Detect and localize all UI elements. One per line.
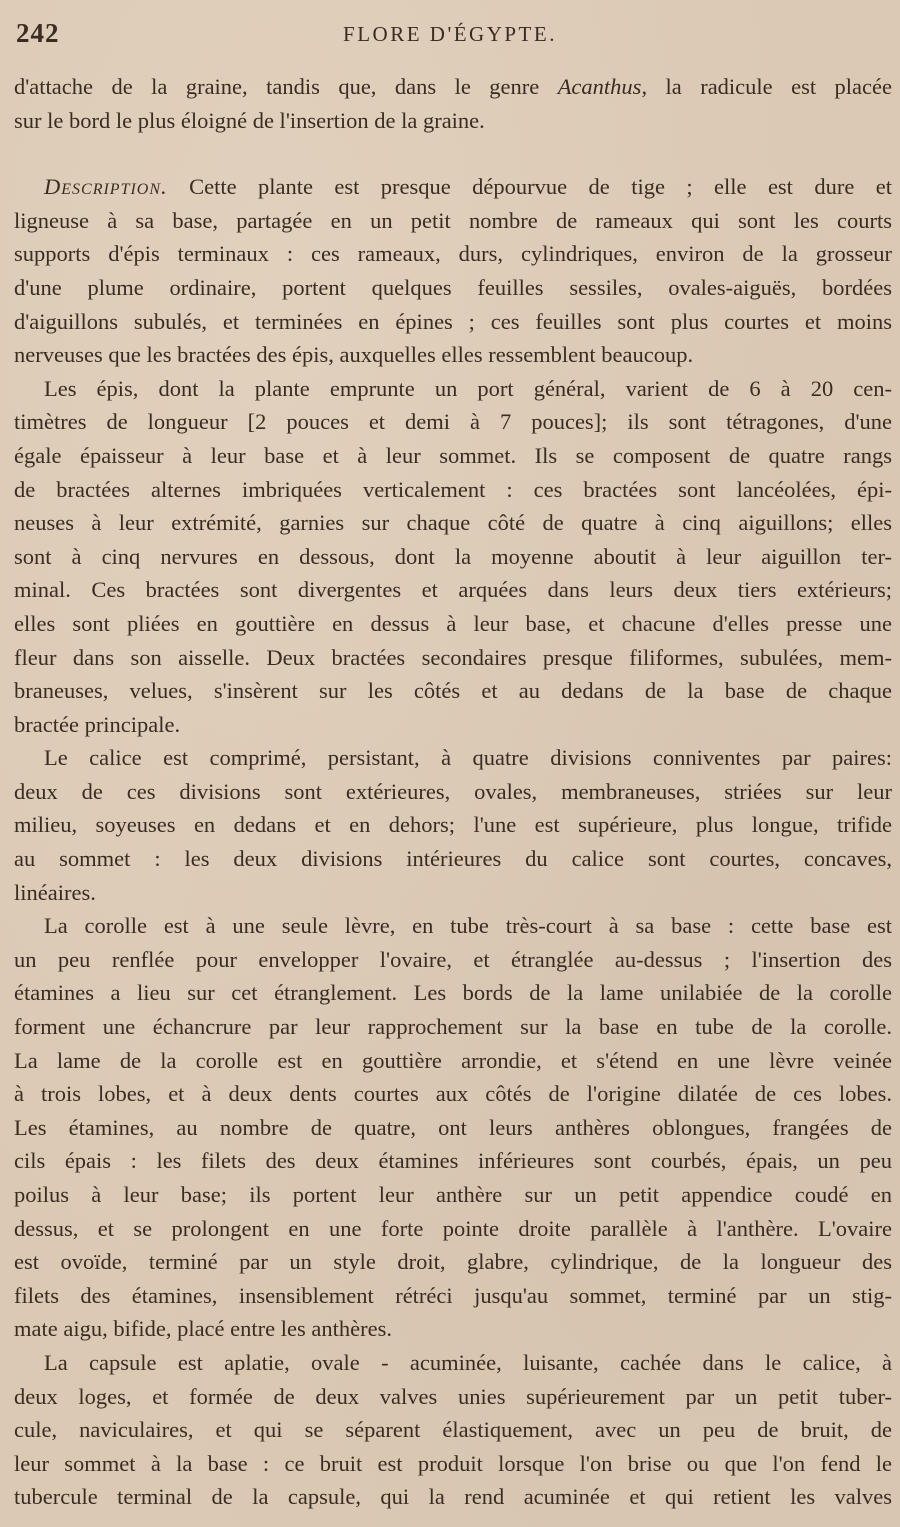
page-header [14,18,886,52]
text-line: sont à cinq nervures en dessous, dont la moyenne aboutit à leur aiguillon ter- [14,543,892,569]
paragraph-calice [14,741,892,909]
text-line: à trois lobes, et à deux dents courtes aux côtés de l'origine dilatée de ces lobes. [14,1081,892,1107]
text-line: Les étamines, au nombre de quatre, ont leurs anthères oblongues, frangées de [14,1114,892,1140]
text-line: cils épais : les filets des deux étamines inférieures sont courbés, épais, un peu [14,1148,892,1174]
text-line: cule, naviculaires, et qui se séparent élastiquement, avec un peu de bruit, de [14,1417,892,1443]
text-line: étamines a lieu sur cet étranglement. Les bords de la lame unilabiée de la corolle [14,980,892,1006]
text-line: d'aiguillons subulés, et terminées en épines ; ces feuilles sont plus courtes et moins [14,308,892,334]
text-line: bractée principale. [14,711,181,737]
running-title: FLORE D'ÉGYPTE. [343,22,557,46]
text-line: milieu, soyeuses en dedans et en dehors; l'une est supérieure, plus longue, trifide [14,812,892,838]
text-line: deux de ces divisions sont extérieures, ovales, membraneuses, striées sur leur [14,778,892,804]
text-line: supports d'épis terminaux : ces rameaux, durs, cylindriques, environ de la grosseur [14,241,892,267]
paragraph-capsule [14,1346,892,1514]
paragraph-description [14,170,892,372]
text-line: La corolle est à une seule lèvre, en tube très-court à sa base : cette base est [44,913,892,939]
text-line: égale épaisseur à leur base et à leur sommet. Ils se composent de quatre rangs [14,442,892,468]
body-text [14,70,892,1514]
text-line: au sommet : les deux divisions intérieures du calice sont courtes, concaves, [14,846,892,872]
text-line: poilus à leur base; ils portent leur anthère sur un petit appendice coudé en [14,1182,892,1207]
text-line: ligneuse à sa base, partagée en un petit nombre de rameaux qui sont les courts [14,207,892,233]
text-line: La capsule est aplatie, ovale - acuminée, luisante, cachée dans le calice, à [44,1349,892,1375]
text-line: Le calice est comprimé, persistant, à quatre divisions conniventes par paires: [44,745,892,771]
text-line: fleur dans son aisselle. Deux bractées secondaires presque filiformes, subulées, mem- [14,644,892,670]
page-number: 242 [16,18,60,48]
text-line: Description. Cette plante est presque dépourvue de tige ; elle est dure et [44,174,892,200]
italic-genus-name: Acanthus [557,74,642,99]
text-line: d'attache de la graine, tandis que, dans le genre Acanthus, la radicule est placée [14,74,892,99]
text-line: elles sont pliées en gouttière en dessus à leur base, et chacune d'elles presse une [14,610,892,636]
paragraph-continuation [14,70,892,137]
text-line: est ovoïde, terminé par un style droit, glabre, cylindrique, de la longueur des [14,1249,892,1275]
paragraph-corolle [14,909,892,1346]
section-label: Description. [44,174,168,200]
text-line: dessus, et se prolongent en une forte pointe droite parallèle à l'anthère. L'ovaire [14,1215,892,1241]
text-line: de bractées alternes imbriquées verticalement : ces bractées sont lancéolées, épi- [14,476,892,502]
text-line: leur sommet à la base : ce bruit est produit lorsque l'on brise ou que l'on fend le [14,1450,892,1476]
text-line: deux loges, et formée de deux valves unies supérieurement par un petit tuber- [14,1383,892,1409]
paragraph-epis [14,372,892,742]
text-line: braneuses, velues, s'insèrent sur les côtés et au dedans de la base de chaque [14,678,892,704]
text-line: Les épis, dont la plante emprunte un port général, varient de 6 à 20 cen- [44,375,892,401]
text-line: un peu renflée pour envelopper l'ovaire, et étranglée au-dessus ; l'insertion des [14,946,892,972]
text-line: mate aigu, bifide, placé entre les anthères. [14,1316,392,1342]
text-line: d'une plume ordinaire, portent quelques feuilles sessiles, ovales-aiguës, bordées [14,274,892,300]
text-line: minal. Ces bractées sont divergentes et arquées dans leurs deux tiers extérieurs; [14,577,892,603]
text-line: tubercule terminal de la capsule, qui la rend acuminée et qui retient les valves [14,1484,892,1510]
text-line: linéaires. [14,879,96,905]
text-line: forment une échancrure par leur rapprochement sur la base en tube de la corolle. [14,1014,892,1040]
text-line: nerveuses que les bractées des épis, auxquelles elles ressemblent beaucoup. [14,342,694,368]
text-line: sur le bord le plus éloigné de l'insertion de la graine. [14,107,485,133]
text-line: timètres de longueur [2 pouces et demi à 7 pouces]; ils sont tétragones, d'une [14,409,892,435]
text-line: neuses à leur extrémité, garnies sur chaque côté de quatre à cinq aiguillons; elles [14,510,892,536]
text-line: filets des étamines, insensiblement rétréci jusqu'au sommet, terminé par un stig- [14,1282,892,1308]
text-line: La lame de la corolle est en gouttière arrondie, et s'étend en une lèvre veinée [14,1047,892,1073]
